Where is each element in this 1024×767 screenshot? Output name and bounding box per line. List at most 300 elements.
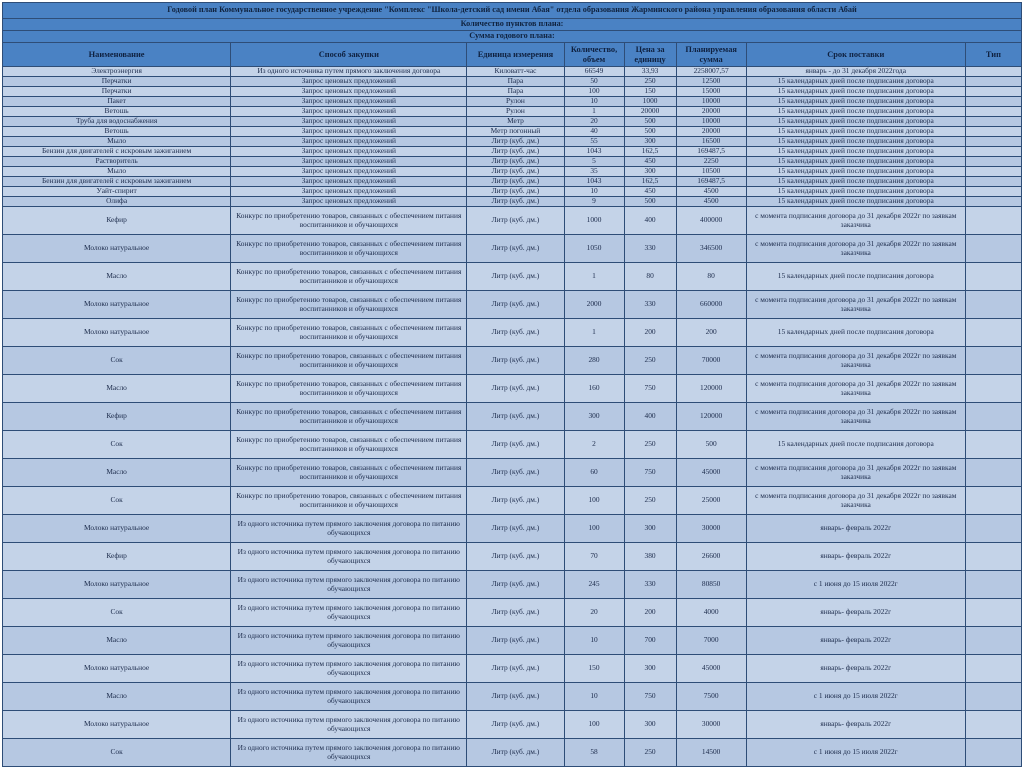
cell-name[interactable]: Молоко натуральное (3, 515, 231, 543)
cell-price[interactable]: 250 (624, 487, 676, 515)
cell-sum[interactable]: 4500 (676, 197, 746, 207)
cell-price[interactable]: 1000 (624, 97, 676, 107)
cell-term[interactable]: 15 календарных дней после подписания договора (746, 97, 965, 107)
table-row[interactable] (3, 127, 1022, 137)
cell-name[interactable]: Сок (3, 431, 231, 459)
cell-name[interactable]: Ветошь (3, 107, 231, 117)
cell-term[interactable]: с 1 июня до 15 июля 2022г (746, 571, 965, 599)
table-row[interactable] (3, 137, 1022, 147)
cell-sum[interactable]: 120000 (676, 403, 746, 431)
table-row[interactable] (3, 87, 1022, 97)
cell-method[interactable]: Запрос ценовых предложений (231, 197, 467, 207)
cell-price[interactable]: 380 (624, 543, 676, 571)
cell-unit[interactable]: Литр (куб. дм.) (467, 459, 564, 487)
cell-price[interactable]: 400 (624, 207, 676, 235)
cell-term[interactable]: с 1 июня до 15 июля 2022г (746, 739, 965, 767)
cell-type[interactable] (965, 97, 1021, 107)
cell-qty[interactable]: 1043 (564, 177, 624, 187)
table-row[interactable] (3, 683, 1022, 711)
cell-method[interactable]: Конкурс по приобретению товаров, связанных с обеспечением питания воспитанников и обучающихся (231, 319, 467, 347)
cell-qty[interactable]: 1050 (564, 235, 624, 263)
cell-term[interactable]: 15 календарных дней после подписания договора (746, 263, 965, 291)
cell-type[interactable] (965, 207, 1021, 235)
cell-type[interactable] (965, 431, 1021, 459)
cell-unit[interactable]: Литр (куб. дм.) (467, 739, 564, 767)
cell-method[interactable]: Из одного источника путем прямого заключения договора по питанию обучающихся (231, 711, 467, 739)
cell-sum[interactable]: 14500 (676, 739, 746, 767)
table-row[interactable] (3, 187, 1022, 197)
cell-unit[interactable]: Литр (куб. дм.) (467, 655, 564, 683)
column-header-term[interactable]: Срок поставки (746, 43, 965, 67)
cell-type[interactable] (965, 177, 1021, 187)
cell-method[interactable]: Из одного источника путем прямого заключения договора по питанию обучающихся (231, 515, 467, 543)
cell-unit[interactable]: Литр (куб. дм.) (467, 263, 564, 291)
cell-term[interactable]: 15 календарных дней после подписания договора (746, 177, 965, 187)
cell-term[interactable]: январь- февраль 2022г (746, 599, 965, 627)
cell-qty[interactable]: 160 (564, 375, 624, 403)
cell-name[interactable]: Пакет (3, 97, 231, 107)
cell-qty[interactable]: 10 (564, 683, 624, 711)
cell-qty[interactable]: 280 (564, 347, 624, 375)
cell-method[interactable]: Из одного источника путем прямого заключения договора по питанию обучающихся (231, 543, 467, 571)
cell-name[interactable]: Ветошь (3, 127, 231, 137)
cell-qty[interactable]: 20 (564, 117, 624, 127)
cell-qty[interactable]: 100 (564, 711, 624, 739)
cell-price[interactable]: 300 (624, 655, 676, 683)
cell-price[interactable]: 80 (624, 263, 676, 291)
cell-sum[interactable]: 25000 (676, 487, 746, 515)
cell-qty[interactable]: 1000 (564, 207, 624, 235)
cell-name[interactable]: Сок (3, 599, 231, 627)
cell-name[interactable]: Молоко натуральное (3, 711, 231, 739)
table-row[interactable] (3, 77, 1022, 87)
cell-unit[interactable]: Литр (куб. дм.) (467, 347, 564, 375)
cell-name[interactable]: Бензин для двигателей с искровым зажиганием (3, 177, 231, 187)
cell-price[interactable]: 300 (624, 515, 676, 543)
table-row[interactable] (3, 97, 1022, 107)
cell-term[interactable]: 15 календарных дней после подписания договора (746, 157, 965, 167)
cell-term[interactable]: январь - до 31 декабря 2022года (746, 67, 965, 77)
cell-price[interactable]: 450 (624, 187, 676, 197)
cell-term[interactable]: с момента подписания договора до 31 декабря 2022г по заявкам заказчика (746, 403, 965, 431)
cell-name[interactable]: Молоко натуральное (3, 235, 231, 263)
table-row[interactable] (3, 459, 1022, 487)
cell-method[interactable]: Конкурс по приобретению товаров, связанных с обеспечением питания воспитанников и обучающихся (231, 263, 467, 291)
cell-name[interactable]: Молоко натуральное (3, 291, 231, 319)
cell-method[interactable]: Конкурс по приобретению товаров, связанных с обеспечением питания воспитанников и обучающихся (231, 347, 467, 375)
cell-price[interactable]: 250 (624, 431, 676, 459)
cell-method[interactable]: Из одного источника путем прямого заключения договора по питанию обучающихся (231, 655, 467, 683)
cell-unit[interactable]: Литр (куб. дм.) (467, 627, 564, 655)
cell-term[interactable]: с момента подписания договора до 31 декабря 2022г по заявкам заказчика (746, 459, 965, 487)
cell-sum[interactable]: 45000 (676, 655, 746, 683)
cell-term[interactable]: с момента подписания договора до 31 декабря 2022г по заявкам заказчика (746, 375, 965, 403)
cell-method[interactable]: Запрос ценовых предложений (231, 107, 467, 117)
cell-method[interactable]: Из одного источника путем прямого заключения договора по питанию обучающихся (231, 599, 467, 627)
cell-name[interactable]: Масло (3, 263, 231, 291)
cell-unit[interactable]: Литр (куб. дм.) (467, 137, 564, 147)
cell-method[interactable]: Конкурс по приобретению товаров, связанных с обеспечением питания воспитанников и обучающихся (231, 459, 467, 487)
cell-name[interactable]: Кефир (3, 207, 231, 235)
cell-qty[interactable]: 1 (564, 319, 624, 347)
cell-name[interactable]: Масло (3, 459, 231, 487)
cell-price[interactable]: 300 (624, 167, 676, 177)
cell-sum[interactable]: 15000 (676, 87, 746, 97)
cell-qty[interactable]: 1 (564, 263, 624, 291)
cell-qty[interactable]: 245 (564, 571, 624, 599)
cell-name[interactable]: Кефир (3, 403, 231, 431)
cell-price[interactable]: 162,5 (624, 147, 676, 157)
cell-sum[interactable]: 45000 (676, 459, 746, 487)
cell-price[interactable]: 750 (624, 459, 676, 487)
cell-name[interactable]: Электроэнергия (3, 67, 231, 77)
cell-type[interactable] (965, 683, 1021, 711)
cell-type[interactable] (965, 263, 1021, 291)
cell-method[interactable]: Из одного источника путем прямого заключения договора по питанию обучающихся (231, 571, 467, 599)
cell-name[interactable]: Растворитель (3, 157, 231, 167)
table-row[interactable] (3, 207, 1022, 235)
cell-unit[interactable]: Рулон (467, 97, 564, 107)
cell-unit[interactable]: Литр (куб. дм.) (467, 403, 564, 431)
cell-sum[interactable]: 120000 (676, 375, 746, 403)
cell-sum[interactable]: 169487,5 (676, 147, 746, 157)
cell-type[interactable] (965, 571, 1021, 599)
column-header-unit[interactable]: Единица измерения (467, 43, 564, 67)
cell-sum[interactable]: 7000 (676, 627, 746, 655)
cell-unit[interactable]: Метр погонный (467, 127, 564, 137)
cell-unit[interactable]: Пара (467, 77, 564, 87)
cell-term[interactable]: январь- февраль 2022г (746, 543, 965, 571)
cell-price[interactable]: 200 (624, 319, 676, 347)
cell-name[interactable]: Сок (3, 347, 231, 375)
table-row[interactable] (3, 347, 1022, 375)
cell-method[interactable]: Запрос ценовых предложений (231, 117, 467, 127)
cell-method[interactable]: Из одного источника путем прямого заключения договора по питанию обучающихся (231, 739, 467, 767)
cell-term[interactable]: с момента подписания договора до 31 декабря 2022г по заявкам заказчика (746, 347, 965, 375)
cell-name[interactable]: Масло (3, 375, 231, 403)
cell-price[interactable]: 250 (624, 739, 676, 767)
cell-term[interactable]: 15 календарных дней после подписания договора (746, 127, 965, 137)
cell-qty[interactable]: 100 (564, 515, 624, 543)
cell-name[interactable]: Мыло (3, 167, 231, 177)
cell-type[interactable] (965, 319, 1021, 347)
cell-sum[interactable]: 30000 (676, 515, 746, 543)
cell-unit[interactable]: Литр (куб. дм.) (467, 187, 564, 197)
cell-price[interactable]: 500 (624, 117, 676, 127)
cell-unit[interactable]: Литр (куб. дм.) (467, 197, 564, 207)
cell-type[interactable] (965, 157, 1021, 167)
cell-sum[interactable]: 2258007,57 (676, 67, 746, 77)
table-row[interactable] (3, 117, 1022, 127)
cell-type[interactable] (965, 235, 1021, 263)
cell-method[interactable]: Конкурс по приобретению товаров, связанных с обеспечением питания воспитанников и обучающихся (231, 487, 467, 515)
cell-unit[interactable]: Литр (куб. дм.) (467, 515, 564, 543)
cell-type[interactable] (965, 543, 1021, 571)
cell-term[interactable]: 15 календарных дней после подписания договора (746, 77, 965, 87)
cell-price[interactable]: 500 (624, 127, 676, 137)
cell-type[interactable] (965, 515, 1021, 543)
column-header-type[interactable]: Тип (965, 43, 1021, 67)
cell-method[interactable]: Запрос ценовых предложений (231, 137, 467, 147)
cell-unit[interactable]: Литр (куб. дм.) (467, 683, 564, 711)
cell-sum[interactable]: 4000 (676, 599, 746, 627)
cell-type[interactable] (965, 739, 1021, 767)
column-header-name[interactable]: Наименование (3, 43, 231, 67)
cell-unit[interactable]: Литр (куб. дм.) (467, 487, 564, 515)
cell-unit[interactable]: Метр (467, 117, 564, 127)
cell-price[interactable]: 750 (624, 683, 676, 711)
cell-unit[interactable]: Литр (куб. дм.) (467, 235, 564, 263)
cell-qty[interactable]: 100 (564, 87, 624, 97)
cell-sum[interactable]: 70000 (676, 347, 746, 375)
cell-qty[interactable]: 55 (564, 137, 624, 147)
cell-sum[interactable]: 80850 (676, 571, 746, 599)
table-row[interactable] (3, 167, 1022, 177)
table-row[interactable] (3, 197, 1022, 207)
cell-method[interactable]: Конкурс по приобретению товаров, связанных с обеспечением питания воспитанников и обучающихся (231, 291, 467, 319)
cell-sum[interactable]: 169487,5 (676, 177, 746, 187)
table-row[interactable] (3, 543, 1022, 571)
cell-type[interactable] (965, 147, 1021, 157)
table-row[interactable] (3, 147, 1022, 157)
cell-term[interactable]: 15 календарных дней после подписания договора (746, 87, 965, 97)
cell-unit[interactable]: Литр (куб. дм.) (467, 157, 564, 167)
cell-name[interactable]: Сок (3, 487, 231, 515)
cell-method[interactable]: Запрос ценовых предложений (231, 167, 467, 177)
cell-type[interactable] (965, 197, 1021, 207)
table-row[interactable] (3, 599, 1022, 627)
cell-term[interactable]: 15 календарных дней после подписания договора (746, 197, 965, 207)
cell-type[interactable] (965, 487, 1021, 515)
cell-qty[interactable]: 66549 (564, 67, 624, 77)
cell-name[interactable]: Уайт-спирит (3, 187, 231, 197)
cell-sum[interactable]: 660000 (676, 291, 746, 319)
cell-term[interactable]: 15 календарных дней после подписания договора (746, 319, 965, 347)
cell-qty[interactable]: 60 (564, 459, 624, 487)
table-row[interactable] (3, 627, 1022, 655)
cell-type[interactable] (965, 107, 1021, 117)
table-row[interactable] (3, 431, 1022, 459)
cell-type[interactable] (965, 375, 1021, 403)
cell-name[interactable]: Олифа (3, 197, 231, 207)
cell-sum[interactable]: 10000 (676, 97, 746, 107)
cell-name[interactable]: Молоко натуральное (3, 655, 231, 683)
cell-type[interactable] (965, 347, 1021, 375)
cell-qty[interactable]: 50 (564, 77, 624, 87)
cell-name[interactable]: Молоко натуральное (3, 319, 231, 347)
cell-sum[interactable]: 26600 (676, 543, 746, 571)
cell-type[interactable] (965, 167, 1021, 177)
cell-type[interactable] (965, 87, 1021, 97)
cell-method[interactable]: Запрос ценовых предложений (231, 127, 467, 137)
table-row[interactable] (3, 319, 1022, 347)
cell-unit[interactable]: Литр (куб. дм.) (467, 571, 564, 599)
cell-price[interactable]: 450 (624, 157, 676, 167)
cell-unit[interactable]: Пара (467, 87, 564, 97)
cell-price[interactable]: 300 (624, 711, 676, 739)
cell-method[interactable]: Запрос ценовых предложений (231, 157, 467, 167)
cell-term[interactable]: январь- февраль 2022г (746, 515, 965, 543)
cell-unit[interactable]: Литр (куб. дм.) (467, 375, 564, 403)
cell-unit[interactable]: Литр (куб. дм.) (467, 177, 564, 187)
cell-type[interactable] (965, 403, 1021, 431)
column-header-price[interactable]: Цена за единицу (624, 43, 676, 67)
cell-qty[interactable]: 20 (564, 599, 624, 627)
cell-sum[interactable]: 500 (676, 431, 746, 459)
cell-term[interactable]: с момента подписания договора до 31 декабря 2022г по заявкам заказчика (746, 487, 965, 515)
table-row[interactable] (3, 515, 1022, 543)
cell-name[interactable]: Молоко натуральное (3, 571, 231, 599)
table-row[interactable] (3, 235, 1022, 263)
table-row[interactable] (3, 375, 1022, 403)
cell-method[interactable]: Запрос ценовых предложений (231, 97, 467, 107)
cell-method[interactable]: Запрос ценовых предложений (231, 187, 467, 197)
cell-qty[interactable]: 58 (564, 739, 624, 767)
cell-qty[interactable]: 40 (564, 127, 624, 137)
table-row[interactable] (3, 403, 1022, 431)
cell-price[interactable]: 700 (624, 627, 676, 655)
cell-price[interactable]: 500 (624, 197, 676, 207)
cell-price[interactable]: 750 (624, 375, 676, 403)
cell-qty[interactable]: 10 (564, 627, 624, 655)
cell-price[interactable]: 330 (624, 571, 676, 599)
cell-term[interactable]: январь- февраль 2022г (746, 627, 965, 655)
cell-sum[interactable]: 4500 (676, 187, 746, 197)
cell-type[interactable] (965, 291, 1021, 319)
cell-sum[interactable]: 10000 (676, 117, 746, 127)
cell-term[interactable]: 15 календарных дней после подписания договора (746, 147, 965, 157)
cell-method[interactable]: Запрос ценовых предложений (231, 147, 467, 157)
cell-term[interactable]: с момента подписания договора до 31 декабря 2022г по заявкам заказчика (746, 235, 965, 263)
cell-name[interactable]: Бензин для двигателей с искровым зажиганием (3, 147, 231, 157)
cell-term[interactable]: 15 календарных дней после подписания договора (746, 167, 965, 177)
cell-method[interactable]: Конкурс по приобретению товаров, связанных с обеспечением питания воспитанников и обучающихся (231, 207, 467, 235)
table-row[interactable] (3, 487, 1022, 515)
table-row[interactable] (3, 263, 1022, 291)
table-row[interactable] (3, 291, 1022, 319)
cell-qty[interactable]: 100 (564, 487, 624, 515)
cell-price[interactable]: 400 (624, 403, 676, 431)
cell-unit[interactable]: Литр (куб. дм.) (467, 431, 564, 459)
cell-qty[interactable]: 2 (564, 431, 624, 459)
column-header-qty[interactable]: Количество, объем (564, 43, 624, 67)
cell-price[interactable]: 200 (624, 599, 676, 627)
cell-name[interactable]: Кефир (3, 543, 231, 571)
cell-qty[interactable]: 300 (564, 403, 624, 431)
cell-sum[interactable]: 80 (676, 263, 746, 291)
cell-name[interactable]: Труба для водоснабжения (3, 117, 231, 127)
cell-sum[interactable]: 16500 (676, 137, 746, 147)
cell-type[interactable] (965, 127, 1021, 137)
cell-type[interactable] (965, 459, 1021, 487)
cell-qty[interactable]: 1043 (564, 147, 624, 157)
column-header-sum[interactable]: Планируемая сумма (676, 43, 746, 67)
cell-type[interactable] (965, 67, 1021, 77)
cell-sum[interactable]: 20000 (676, 107, 746, 117)
cell-unit[interactable]: Литр (куб. дм.) (467, 207, 564, 235)
cell-method[interactable]: Запрос ценовых предложений (231, 177, 467, 187)
cell-method[interactable]: Запрос ценовых предложений (231, 77, 467, 87)
cell-qty[interactable]: 70 (564, 543, 624, 571)
table-row[interactable] (3, 571, 1022, 599)
cell-price[interactable]: 330 (624, 291, 676, 319)
cell-term[interactable]: 15 календарных дней после подписания договора (746, 431, 965, 459)
cell-sum[interactable]: 7500 (676, 683, 746, 711)
cell-qty[interactable]: 2000 (564, 291, 624, 319)
cell-method[interactable]: Конкурс по приобретению товаров, связанных с обеспечением питания воспитанников и обучающихся (231, 403, 467, 431)
cell-term[interactable]: 15 календарных дней после подписания договора (746, 117, 965, 127)
cell-name[interactable]: Масло (3, 627, 231, 655)
cell-type[interactable] (965, 655, 1021, 683)
table-row[interactable] (3, 157, 1022, 167)
cell-sum[interactable]: 30000 (676, 711, 746, 739)
cell-unit[interactable]: Литр (куб. дм.) (467, 599, 564, 627)
cell-type[interactable] (965, 117, 1021, 127)
cell-price[interactable]: 162,5 (624, 177, 676, 187)
cell-sum[interactable]: 2250 (676, 157, 746, 167)
cell-price[interactable]: 250 (624, 77, 676, 87)
cell-term[interactable]: январь- февраль 2022г (746, 711, 965, 739)
cell-price[interactable]: 330 (624, 235, 676, 263)
cell-method[interactable]: Конкурс по приобретению товаров, связанных с обеспечением питания воспитанников и обучающихся (231, 431, 467, 459)
cell-sum[interactable]: 10500 (676, 167, 746, 177)
cell-name[interactable]: Перчатки (3, 87, 231, 97)
cell-method[interactable]: Конкурс по приобретению товаров, связанных с обеспечением питания воспитанников и обучающихся (231, 235, 467, 263)
cell-unit[interactable]: Рулон (467, 107, 564, 117)
cell-price[interactable]: 150 (624, 87, 676, 97)
cell-type[interactable] (965, 137, 1021, 147)
cell-type[interactable] (965, 187, 1021, 197)
cell-type[interactable] (965, 599, 1021, 627)
cell-term[interactable]: с 1 июня до 15 июля 2022г (746, 683, 965, 711)
cell-type[interactable] (965, 711, 1021, 739)
cell-method[interactable]: Из одного источника путем прямого заключения договора по питанию обучающихся (231, 627, 467, 655)
cell-unit[interactable]: Литр (куб. дм.) (467, 319, 564, 347)
cell-qty[interactable]: 10 (564, 187, 624, 197)
cell-qty[interactable]: 1 (564, 107, 624, 117)
cell-sum[interactable]: 200 (676, 319, 746, 347)
cell-qty[interactable]: 9 (564, 197, 624, 207)
cell-name[interactable]: Мыло (3, 137, 231, 147)
cell-price[interactable]: 20000 (624, 107, 676, 117)
cell-type[interactable] (965, 77, 1021, 87)
cell-name[interactable]: Масло (3, 683, 231, 711)
cell-sum[interactable]: 400000 (676, 207, 746, 235)
cell-term[interactable]: 15 календарных дней после подписания договора (746, 137, 965, 147)
cell-qty[interactable]: 35 (564, 167, 624, 177)
cell-price[interactable]: 250 (624, 347, 676, 375)
cell-term[interactable]: с момента подписания договора до 31 декабря 2022г по заявкам заказчика (746, 207, 965, 235)
cell-name[interactable]: Перчатки (3, 77, 231, 87)
cell-unit[interactable]: Литр (куб. дм.) (467, 291, 564, 319)
cell-qty[interactable]: 10 (564, 97, 624, 107)
table-row[interactable] (3, 739, 1022, 767)
cell-sum[interactable]: 12500 (676, 77, 746, 87)
cell-name[interactable]: Сок (3, 739, 231, 767)
cell-qty[interactable]: 5 (564, 157, 624, 167)
cell-method[interactable]: Из одного источника путем прямого заключения договора по питанию обучающихся (231, 683, 467, 711)
cell-type[interactable] (965, 627, 1021, 655)
cell-term[interactable]: 15 календарных дней после подписания договора (746, 107, 965, 117)
table-row[interactable] (3, 655, 1022, 683)
cell-sum[interactable]: 20000 (676, 127, 746, 137)
cell-method[interactable]: Конкурс по приобретению товаров, связанных с обеспечением питания воспитанников и обучающихся (231, 375, 467, 403)
cell-qty[interactable]: 150 (564, 655, 624, 683)
table-row[interactable] (3, 177, 1022, 187)
cell-unit[interactable]: Литр (куб. дм.) (467, 167, 564, 177)
cell-term[interactable]: 15 календарных дней после подписания договора (746, 187, 965, 197)
cell-unit[interactable]: Киловатт-час (467, 67, 564, 77)
